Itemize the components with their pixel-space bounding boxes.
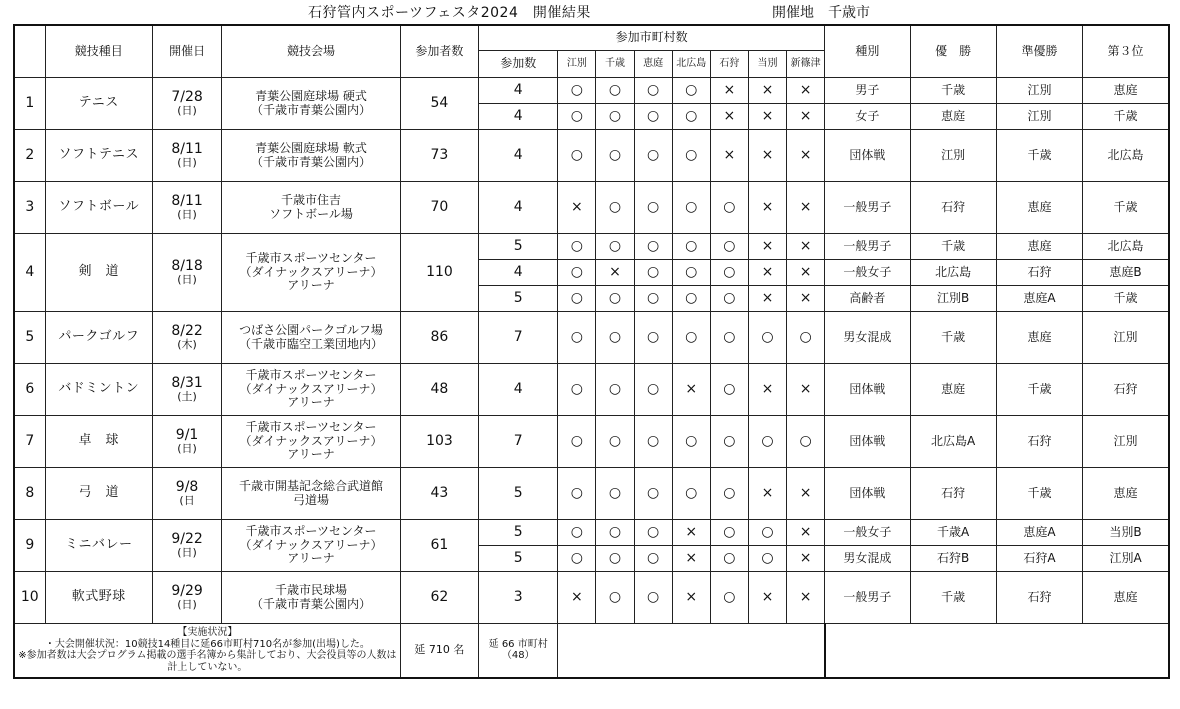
date-text: 9/1 [175, 427, 199, 444]
participation-mark: ○ [558, 520, 596, 546]
table-row [14, 520, 1169, 546]
third-place: 千歳 [1083, 104, 1169, 130]
event-number: 2 [14, 130, 45, 182]
runner-up: 恵庭A [996, 520, 1082, 546]
participation-mark: ○ [634, 572, 672, 624]
event-date [152, 130, 221, 182]
third-place: 恵庭 [1083, 572, 1169, 624]
day-of-week: (日) [177, 104, 197, 118]
header-venue: 競技会場 [222, 25, 401, 78]
participation-mark: ○ [558, 364, 596, 416]
event-number: 9 [14, 520, 45, 572]
sport-name: ソフトテニス [45, 130, 152, 182]
date-text: 7/28 [171, 89, 203, 106]
winner: 千歳A [910, 520, 996, 546]
participation-mark: ○ [558, 260, 596, 286]
third-place: 当別B [1083, 520, 1169, 546]
participation-mark: ○ [634, 546, 672, 572]
category: 一般男子 [825, 572, 910, 624]
participation-mark: ○ [634, 468, 672, 520]
third-place: 恵庭 [1083, 468, 1169, 520]
runner-up: 石狩 [996, 572, 1082, 624]
event-number: 5 [14, 312, 45, 364]
day-of-week: (日) [177, 442, 197, 456]
winner: 江別B [910, 286, 996, 312]
participation-mark: × [787, 364, 825, 416]
sport-name: 軟式野球 [45, 572, 152, 624]
header-town: 江別 [558, 51, 596, 78]
day-of-week: (木) [177, 338, 197, 352]
participation-mark: ○ [558, 130, 596, 182]
participation-mark: × [748, 572, 786, 624]
sport-name: ミニバレー [45, 520, 152, 572]
event-date [152, 520, 221, 572]
participation-mark: ○ [558, 416, 596, 468]
third-place: 江別 [1083, 416, 1169, 468]
category: 男女混成 [825, 312, 910, 364]
municipality-count: 5 [479, 520, 558, 546]
event-date [152, 182, 221, 234]
category: 一般男子 [825, 234, 910, 260]
date-text: 9/8 [175, 479, 199, 496]
category: 団体戦 [825, 468, 910, 520]
runner-up: 千歳 [996, 130, 1082, 182]
category: 団体戦 [825, 416, 910, 468]
winner: 恵庭 [910, 364, 996, 416]
table-row [14, 182, 1169, 234]
title-row [0, 2, 1180, 22]
participation-mark: ○ [672, 234, 710, 260]
notes-cell [14, 624, 400, 678]
host-venue: 開催地 千歳市 [772, 5, 870, 21]
participation-mark: × [787, 286, 825, 312]
municipality-count: 3 [479, 572, 558, 624]
date-text: 8/11 [171, 193, 203, 210]
participation-mark: ○ [596, 416, 634, 468]
participant-count: 54 [400, 78, 478, 130]
participation-mark: ○ [596, 234, 634, 260]
date-text: 8/18 [171, 258, 203, 275]
runner-up: 恵庭A [996, 286, 1082, 312]
participation-mark: × [748, 104, 786, 130]
participation-mark: ○ [787, 416, 825, 468]
category: 団体戦 [825, 130, 910, 182]
venue-name: 千歳市スポーツセンター （ダイナックスアリーナ） アリーナ [222, 364, 401, 416]
event-date [152, 78, 221, 130]
winner: 石狩 [910, 182, 996, 234]
participation-mark: ○ [596, 78, 634, 104]
municipality-count: 4 [479, 260, 558, 286]
winner: 千歳 [910, 78, 996, 104]
event-number: 3 [14, 182, 45, 234]
third-place: 恵庭B [1083, 260, 1169, 286]
event-number: 4 [14, 234, 45, 312]
participation-mark: ○ [710, 468, 748, 520]
participation-mark: ○ [634, 182, 672, 234]
event-date [152, 468, 221, 520]
participation-mark: × [748, 260, 786, 286]
runner-up: 恵庭 [996, 182, 1082, 234]
event-date [152, 312, 221, 364]
participation-mark: ○ [596, 468, 634, 520]
header-town: 新篠津 [787, 51, 825, 78]
date-text: 8/31 [171, 375, 203, 392]
event-number: 8 [14, 468, 45, 520]
third-place: 恵庭 [1083, 78, 1169, 104]
event-number: 7 [14, 416, 45, 468]
participation-mark: ○ [710, 286, 748, 312]
participation-mark: × [748, 468, 786, 520]
winner: 石狩B [910, 546, 996, 572]
winner: 千歳 [910, 234, 996, 260]
table-row [14, 416, 1169, 468]
day-of-week: (日) [177, 273, 197, 287]
participation-mark: ○ [634, 312, 672, 364]
category: 団体戦 [825, 364, 910, 416]
participation-mark: ○ [710, 182, 748, 234]
participation-mark: ○ [596, 364, 634, 416]
participation-mark: ○ [672, 78, 710, 104]
venue-name: 青葉公園庭球場 軟式 （千歳市青葉公園内） [222, 130, 401, 182]
municipality-count: 4 [479, 78, 558, 104]
header-second: 準優勝 [996, 25, 1082, 78]
participant-count: 48 [400, 364, 478, 416]
winner: 千歳 [910, 572, 996, 624]
category: 高齢者 [825, 286, 910, 312]
municipality-count: 5 [479, 286, 558, 312]
third-place: 北広島 [1083, 130, 1169, 182]
participation-mark: ○ [634, 286, 672, 312]
table-row [14, 572, 1169, 624]
participation-mark: ○ [596, 286, 634, 312]
category: 男子 [825, 78, 910, 104]
participation-mark: × [710, 104, 748, 130]
date-text: 8/22 [171, 323, 203, 340]
participation-mark: × [787, 130, 825, 182]
header-date: 開催日 [152, 25, 221, 78]
results-table [13, 24, 1170, 679]
sport-name: ソフトボール [45, 182, 152, 234]
winner: 恵庭 [910, 104, 996, 130]
table-row [14, 468, 1169, 520]
third-place: 千歳 [1083, 286, 1169, 312]
third-place: 江別 [1083, 312, 1169, 364]
participation-mark: ○ [787, 312, 825, 364]
table-row [14, 312, 1169, 364]
category: 男女混成 [825, 546, 910, 572]
header-town: 恵庭 [634, 51, 672, 78]
participation-mark: ○ [558, 286, 596, 312]
participation-mark: × [748, 130, 786, 182]
winner: 北広島A [910, 416, 996, 468]
event-date [152, 234, 221, 312]
day-of-week: (日) [177, 208, 197, 222]
participation-mark: ○ [596, 572, 634, 624]
event-date [152, 416, 221, 468]
participation-mark: × [748, 78, 786, 104]
participation-mark: × [787, 572, 825, 624]
participation-mark: ○ [596, 520, 634, 546]
participant-count: 61 [400, 520, 478, 572]
table-row [14, 364, 1169, 416]
municipality-count: 4 [479, 182, 558, 234]
notes-line: ※参加者数は大会プログラム掲載の選手名簿から集計しており、大会役員等の人数は計上していない。 [18, 650, 397, 673]
category: 一般女子 [825, 260, 910, 286]
day-of-week: (日) [177, 156, 197, 170]
participation-mark: × [787, 546, 825, 572]
sport-name: パークゴルフ [45, 312, 152, 364]
participation-mark: ○ [672, 260, 710, 286]
third-place: 江別A [1083, 546, 1169, 572]
winner: 石狩 [910, 468, 996, 520]
sport-name: 弓 道 [45, 468, 152, 520]
participation-mark: ○ [596, 182, 634, 234]
participation-mark: ○ [710, 572, 748, 624]
header-participants: 参加者数 [400, 25, 478, 78]
participation-mark: ○ [634, 78, 672, 104]
venue-name: 千歳市住吉 ソフトボール場 [222, 182, 401, 234]
participation-mark: ○ [710, 520, 748, 546]
participation-mark: × [710, 130, 748, 182]
header-count: 参加数 [479, 51, 558, 78]
participation-mark: ○ [634, 520, 672, 546]
venue-name: 千歳市スポーツセンター （ダイナックスアリーナ） アリーナ [222, 520, 401, 572]
notes-line: ・大会開催状況：10競技14種目に延66市町村710名が参加(出場)した。 [44, 638, 370, 650]
municipality-count: 4 [479, 104, 558, 130]
participation-mark: × [748, 234, 786, 260]
header-third: 第３位 [1083, 25, 1169, 78]
header-town: 北広島 [672, 51, 710, 78]
runner-up: 石狩 [996, 416, 1082, 468]
participation-mark: ○ [710, 312, 748, 364]
footer-blank [558, 624, 825, 678]
participation-mark: × [596, 260, 634, 286]
participation-mark: × [672, 520, 710, 546]
event-date [152, 572, 221, 624]
day-of-week: (日 [179, 494, 195, 508]
participation-mark: × [710, 78, 748, 104]
participation-mark: × [787, 468, 825, 520]
sport-name: 卓 球 [45, 416, 152, 468]
header-municipalities: 参加市町村数 [479, 25, 825, 51]
runner-up: 石狩 [996, 260, 1082, 286]
sport-name: 剣 道 [45, 234, 152, 312]
participation-mark: ○ [634, 260, 672, 286]
participation-mark: × [672, 572, 710, 624]
participation-mark: ○ [634, 130, 672, 182]
winner: 千歳 [910, 312, 996, 364]
municipality-count: 7 [479, 416, 558, 468]
date-text: 8/11 [171, 141, 203, 158]
day-of-week: (日) [177, 598, 197, 612]
winner: 北広島 [910, 260, 996, 286]
participation-mark: ○ [710, 234, 748, 260]
participation-mark: ○ [634, 364, 672, 416]
venue-name: 千歳市民球場 （千歳市青葉公園内） [222, 572, 401, 624]
category: 一般女子 [825, 520, 910, 546]
page-title: 石狩管内スポーツフェスタ2024 開催結果 [308, 5, 591, 21]
municipality-count: 7 [479, 312, 558, 364]
participation-mark: ○ [748, 416, 786, 468]
participation-mark: ○ [710, 364, 748, 416]
date-text: 9/29 [171, 583, 203, 600]
winner: 江別 [910, 130, 996, 182]
municipality-count: 5 [479, 234, 558, 260]
participation-mark: ○ [558, 78, 596, 104]
date-text: 9/22 [171, 531, 203, 548]
event-date [152, 364, 221, 416]
notes-heading: 【実施状況】 [177, 627, 238, 639]
sport-name: バドミントン [45, 364, 152, 416]
participation-mark: ○ [596, 546, 634, 572]
participation-mark: × [748, 286, 786, 312]
participation-mark: × [748, 182, 786, 234]
event-number: 1 [14, 78, 45, 130]
participation-mark: ○ [672, 286, 710, 312]
participation-mark: × [787, 78, 825, 104]
participation-mark: ○ [672, 182, 710, 234]
category: 女子 [825, 104, 910, 130]
venue-name: 千歳市スポーツセンター （ダイナックスアリーナ） アリーナ [222, 234, 401, 312]
third-place: 石狩 [1083, 364, 1169, 416]
participation-mark: ○ [748, 546, 786, 572]
table-row [14, 78, 1169, 104]
runner-up: 石狩A [996, 546, 1082, 572]
header-first: 優 勝 [910, 25, 996, 78]
sport-name: テニス [45, 78, 152, 130]
runner-up: 江別 [996, 104, 1082, 130]
runner-up: 恵庭 [996, 234, 1082, 260]
municipality-count: 5 [479, 546, 558, 572]
participant-count: 70 [400, 182, 478, 234]
participation-mark: × [672, 364, 710, 416]
municipality-count: 4 [479, 364, 558, 416]
participation-mark: ○ [596, 130, 634, 182]
header-town: 当別 [748, 51, 786, 78]
participant-count: 86 [400, 312, 478, 364]
runner-up: 千歳 [996, 468, 1082, 520]
participation-mark: × [558, 572, 596, 624]
participation-mark: ○ [672, 312, 710, 364]
total-municipalities: 延 66 市町村 （48） [479, 624, 558, 678]
category: 一般男子 [825, 182, 910, 234]
participant-count: 73 [400, 130, 478, 182]
participation-mark: ○ [558, 546, 596, 572]
participation-mark: ○ [634, 104, 672, 130]
header-no [14, 25, 45, 78]
municipality-count: 4 [479, 130, 558, 182]
third-place: 北広島 [1083, 234, 1169, 260]
table-row [14, 130, 1169, 182]
footer-empty [825, 624, 1169, 678]
day-of-week: (土) [177, 390, 197, 404]
participant-count: 103 [400, 416, 478, 468]
header-category: 種別 [825, 25, 910, 78]
venue-name: 千歳市開基記念総合武道館 弓道場 [222, 468, 401, 520]
participant-count: 62 [400, 572, 478, 624]
participation-mark: × [672, 546, 710, 572]
participation-mark: × [558, 182, 596, 234]
participation-mark: ○ [558, 312, 596, 364]
event-number: 10 [14, 572, 45, 624]
results-body [14, 78, 1169, 624]
runner-up: 千歳 [996, 364, 1082, 416]
total-participants: 延 710 名 [400, 624, 478, 678]
participation-mark: ○ [710, 416, 748, 468]
participation-mark: ○ [748, 520, 786, 546]
day-of-week: (日) [177, 546, 197, 560]
runner-up: 恵庭 [996, 312, 1082, 364]
third-place: 千歳 [1083, 182, 1169, 234]
participation-mark: × [787, 104, 825, 130]
participation-mark: ○ [748, 312, 786, 364]
header-town: 石狩 [710, 51, 748, 78]
participation-mark: × [787, 234, 825, 260]
participant-count: 110 [400, 234, 478, 312]
participation-mark: ○ [558, 234, 596, 260]
runner-up: 江別 [996, 78, 1082, 104]
participant-count: 43 [400, 468, 478, 520]
participation-mark: ○ [672, 104, 710, 130]
participation-mark: ○ [634, 416, 672, 468]
participation-mark: ○ [672, 130, 710, 182]
table-row [14, 234, 1169, 260]
venue-name: 千歳市スポーツセンター （ダイナックスアリーナ） アリーナ [222, 416, 401, 468]
venue-name: 青葉公園庭球場 硬式 （千歳市青葉公園内） [222, 78, 401, 130]
participation-mark: ○ [634, 234, 672, 260]
participation-mark: ○ [672, 416, 710, 468]
header-sport: 競技種目 [45, 25, 152, 78]
participation-mark: ○ [672, 468, 710, 520]
participation-mark: ○ [710, 260, 748, 286]
participation-mark: × [787, 260, 825, 286]
participation-mark: × [787, 520, 825, 546]
participation-mark: ○ [596, 312, 634, 364]
participation-mark: ○ [710, 546, 748, 572]
participation-mark: × [748, 364, 786, 416]
participation-mark: × [787, 182, 825, 234]
participation-mark: ○ [596, 104, 634, 130]
participation-mark: ○ [558, 468, 596, 520]
participation-mark: ○ [558, 104, 596, 130]
venue-name: つばさ公園パークゴルフ場 （千歳市臨空工業団地内） [222, 312, 401, 364]
header-town: 千歳 [596, 51, 634, 78]
event-number: 6 [14, 364, 45, 416]
municipality-count: 5 [479, 468, 558, 520]
